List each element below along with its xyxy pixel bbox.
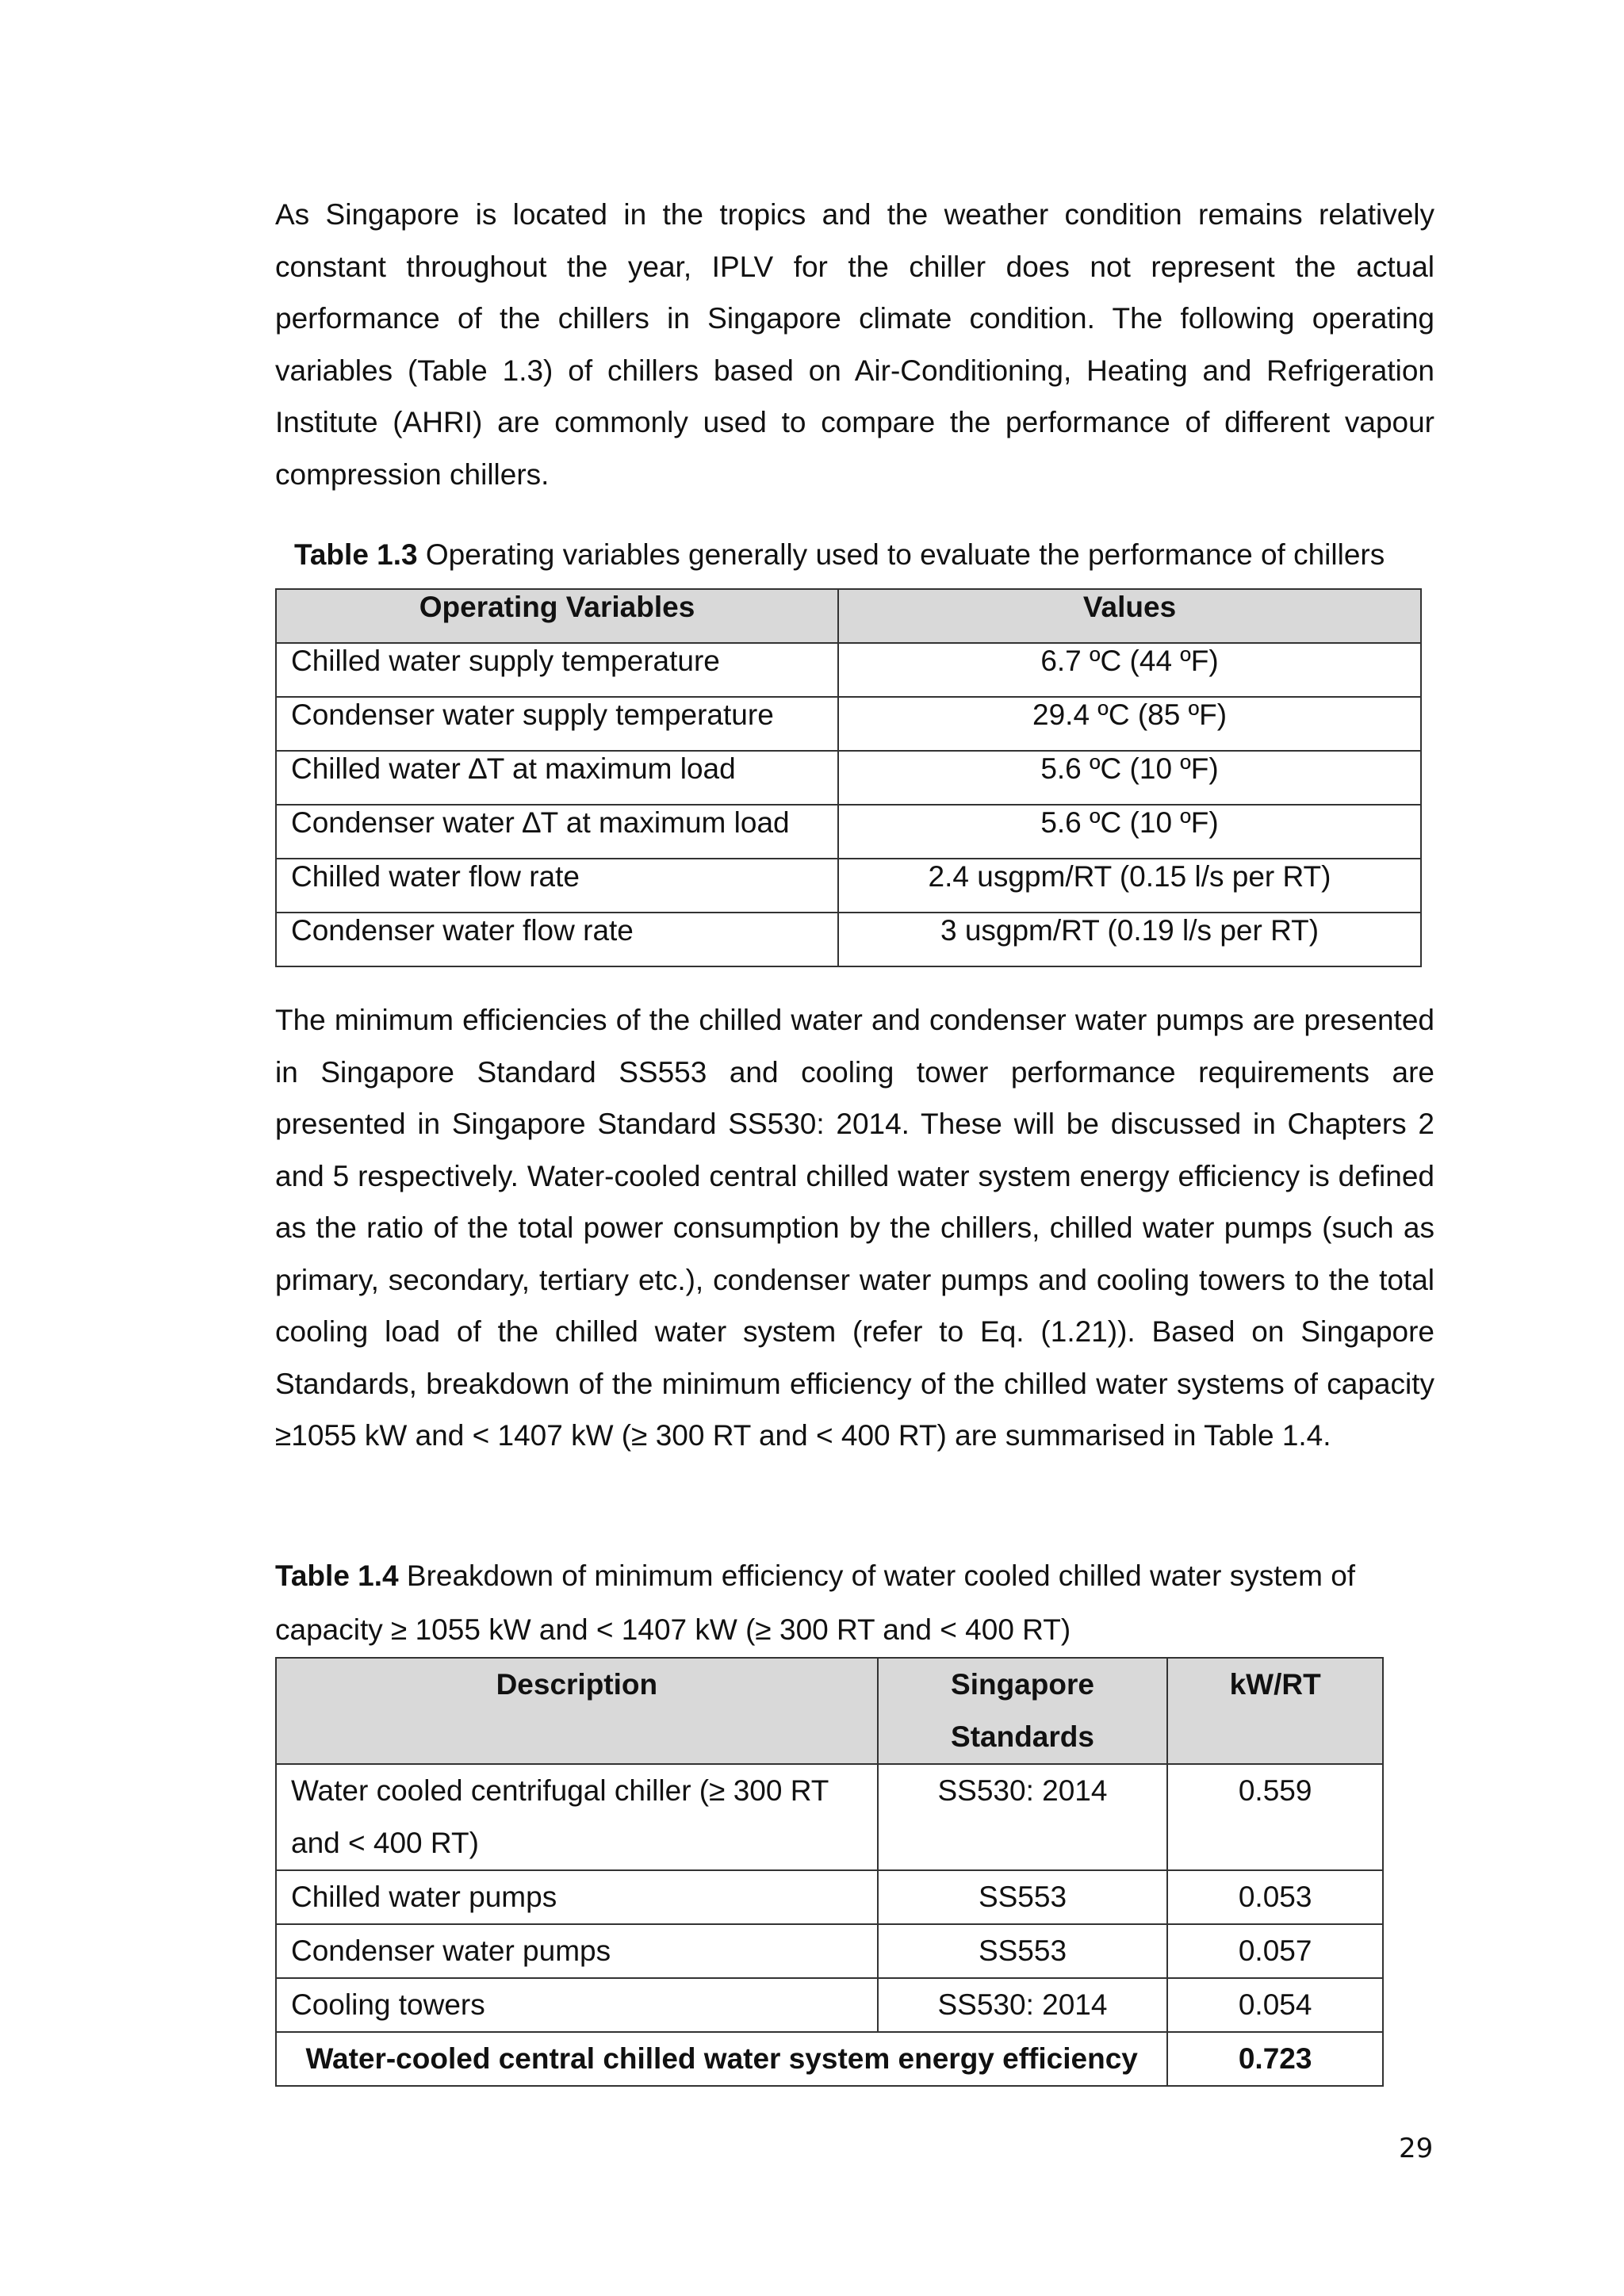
total-value-cell: 0.723 bbox=[1167, 2032, 1383, 2086]
description-cell: Condenser water pumps bbox=[276, 1924, 878, 1978]
standard-cell: SS553 bbox=[878, 1924, 1168, 1978]
header-values: Values bbox=[838, 589, 1421, 643]
standard-cell: SS530: 2014 bbox=[878, 1978, 1168, 2032]
kw-rt-cell: 0.057 bbox=[1167, 1924, 1383, 1978]
table-row bbox=[276, 1924, 1383, 1978]
value-cell: 2.4 usgpm/RT (0.15 l/s per RT) bbox=[838, 859, 1421, 913]
table-row bbox=[276, 859, 1421, 913]
standard-cell: SS553 bbox=[878, 1870, 1168, 1924]
table-row bbox=[276, 643, 1421, 697]
variable-cell: Condenser water flow rate bbox=[276, 913, 838, 966]
header-operating-variables: Operating Variables bbox=[276, 589, 838, 643]
variable-cell: Condenser water supply temperature bbox=[276, 697, 838, 751]
header-kw-rt: kW/RT bbox=[1167, 1658, 1383, 1764]
description-cell: Cooling towers bbox=[276, 1978, 878, 2032]
kw-rt-cell: 0.054 bbox=[1167, 1978, 1383, 2032]
variable-cell: Condenser water ∆T at maximum load bbox=[276, 805, 838, 859]
table-1-3 bbox=[275, 588, 1422, 967]
description-cell: Water cooled centrifugal chiller (≥ 300 RT and < 400 RT) bbox=[276, 1764, 878, 1870]
variable-cell: Chilled water ∆T at maximum load bbox=[276, 751, 838, 805]
paragraph-intro: As Singapore is located in the tropics and the weather condition remains relatively constant throughout the year, IPLV for the chiller does not represent the actual performance of the chillers in Singapore climate condition. The following operating variables (Table 1.3) of chillers based on Air-Conditioning, Heating and Refrigeration Institute (AHRI) are commonly used to compare the performance of different vapour compression chillers. bbox=[275, 198, 1434, 491]
value-cell: 5.6 ºC (10 ºF) bbox=[838, 805, 1421, 859]
page-number: 29 bbox=[1399, 2133, 1434, 2164]
table-row bbox=[276, 1764, 1383, 1870]
table-1-3-caption-label: Table 1.3 bbox=[294, 538, 418, 571]
table-row bbox=[276, 805, 1421, 859]
table-row bbox=[276, 751, 1421, 805]
standard-cell: SS530: 2014 bbox=[878, 1764, 1168, 1870]
table-1-4-caption bbox=[275, 1549, 1434, 1657]
table-row bbox=[276, 1978, 1383, 2032]
variable-cell: Chilled water flow rate bbox=[276, 859, 838, 913]
value-cell: 29.4 ºC (85 ºF) bbox=[838, 697, 1421, 751]
kw-rt-cell: 0.559 bbox=[1167, 1764, 1383, 1870]
table-row bbox=[276, 1870, 1383, 1924]
table-1-4-caption-label: Table 1.4 bbox=[275, 1559, 399, 1592]
kw-rt-cell: 0.053 bbox=[1167, 1870, 1383, 1924]
header-description: Description bbox=[276, 1658, 878, 1764]
paragraph-efficiency: The minimum efficiencies of the chilled water and condenser water pumps are presented in Singapore Standard SS553 and cooling tower performance requirements are presented in Singapore Standard SS530: 2014. These will be discussed in Chapters 2 and 5 respectively. Water-cooled central chilled water system energy efficiency is defined as the ratio of the total power consumption by the chillers, chilled water pumps (such as primary, secondary, tertiary etc.), condenser water pumps and cooling towers to the total cooling load of the chilled water system (refer to Eq. (1.21)). Based on Singapore Standards, breakdown of the minimum efficiency of the chilled water systems of capacity ≥1055 kW and < 1407 kW (≥ 300 RT and < 400 RT) are summarised in Table 1.4. bbox=[275, 1004, 1434, 1452]
value-cell: 6.7 ºC (44 ºF) bbox=[838, 643, 1421, 697]
table-header-row bbox=[276, 1658, 1383, 1764]
value-cell: 3 usgpm/RT (0.19 l/s per RT) bbox=[838, 913, 1421, 966]
variable-cell: Chilled water supply temperature bbox=[276, 643, 838, 697]
header-singapore-standards: Singapore Standards bbox=[878, 1658, 1168, 1764]
table-row bbox=[276, 913, 1421, 966]
total-label-cell: Water-cooled central chilled water system energy efficiency bbox=[276, 2032, 1167, 2086]
table-1-3-caption bbox=[294, 539, 1385, 571]
description-cell: Chilled water pumps bbox=[276, 1870, 878, 1924]
table-total-row bbox=[276, 2032, 1383, 2086]
table-1-4-caption-text: Breakdown of minimum efficiency of water cooled chilled water system of capacity ≥ 1055 kW and < 1407 kW (≥ 300 RT and < 400 RT) bbox=[275, 1559, 1356, 1646]
table-row bbox=[276, 697, 1421, 751]
table-header-row bbox=[276, 589, 1421, 643]
table-1-4 bbox=[275, 1657, 1384, 2087]
value-cell: 5.6 ºC (10 ºF) bbox=[838, 751, 1421, 805]
table-1-3-caption-text: Operating variables generally used to evaluate the performance of chillers bbox=[417, 538, 1385, 571]
